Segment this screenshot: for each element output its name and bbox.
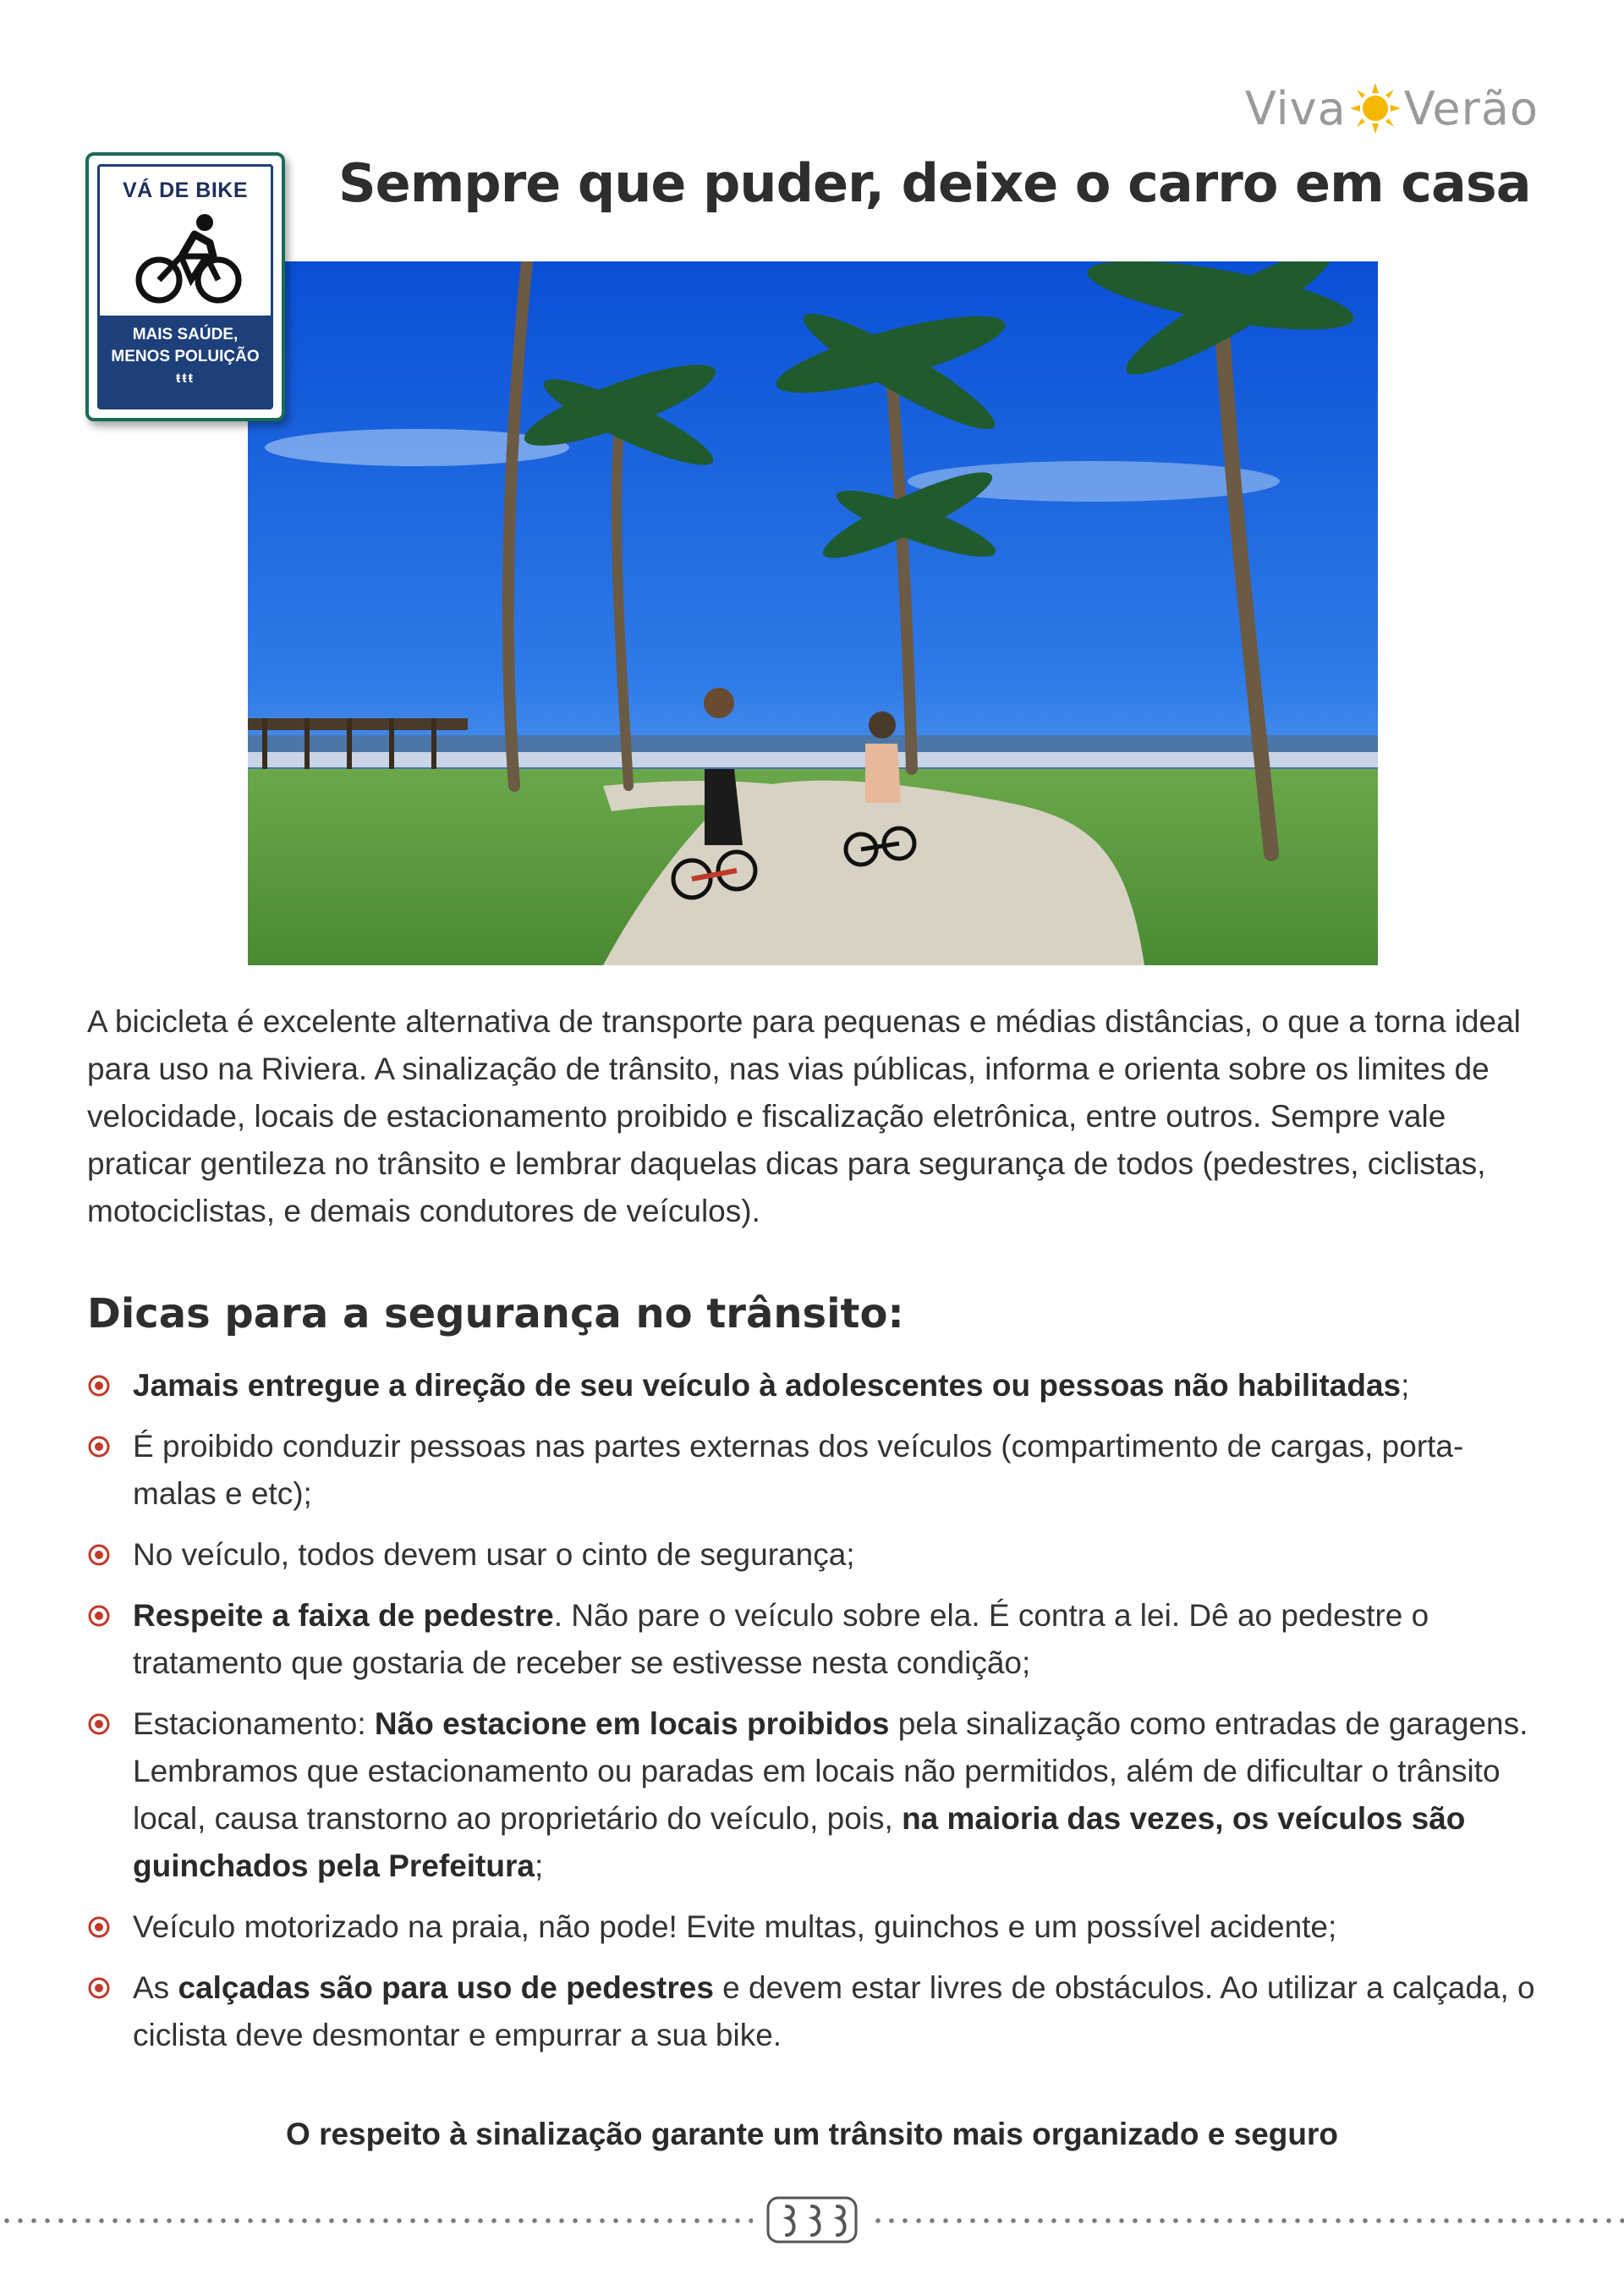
target-bullet-icon [87, 1712, 111, 1736]
tip-item: As calçadas são para uso de pedestres e devem estar livres de obstáculos. Ao utilizar a calçada, o ciclista deve desmontar e empurrar a sua bike. [87, 1964, 1542, 2059]
target-bullet-icon [87, 1374, 111, 1398]
footer-seahorse-logo-icon [766, 2196, 858, 2244]
tip-item: Jamais entregue a direção de seu veículo à adolescentes ou pessoas não habilitadas; [87, 1362, 1542, 1409]
tips-list [87, 1362, 1542, 2073]
target-bullet-icon [87, 1435, 111, 1458]
tips-heading: Dicas para a segurança no trânsito: [87, 1290, 904, 1337]
brand-logo [1245, 81, 1539, 135]
badge-line-2: MENOS POLUIÇÃO [111, 348, 260, 365]
badge-title: VÁ DE BIKE [122, 179, 249, 202]
tip-item: No veículo, todos devem usar o cinto de segurança; [87, 1531, 1542, 1579]
closing-statement: O respeito à sinalização garante um trânsito mais organizado e seguro [286, 2117, 1338, 2151]
sun-icon [1348, 81, 1402, 135]
badge-footer [100, 316, 271, 407]
tip-item: Estacionamento: Não estacione em locais proibidos pela sinalização como entradas de garagens. Lembramos que estacionamento ou paradas em locais não permitidos, além de dificultar o trânsito local, causa transtorno ao proprietário do veículo, pois, na maioria das vezes, os veículos são guinchados pela Prefeitura; [87, 1700, 1542, 1890]
badge-mini-logo: ŧŧŧ [176, 371, 195, 386]
tip-item: É proibido conduzir pessoas nas partes externas dos veículos (compartimento de cargas, porta-malas e etc); [87, 1423, 1542, 1518]
beach-scene-illustration [248, 261, 1378, 965]
target-bullet-icon [87, 1976, 111, 2000]
intro-paragraph: A bicicleta é excelente alternativa de transporte para pequenas e médias distâncias, o que a torna ideal para uso na Riviera. A sinalização de trânsito, nas vias públicas, informa e orienta sobre os limites de velocidade, locais de estacionamento proibido e fiscalização eletrônica, entre outros. Sempre vale praticar gentileza no trânsito e lembrar daquelas dicas para segurança de todos (pedestres, ciclistas, motociclistas, e demais condutores de veículos). [87, 1004, 1521, 1228]
bike-sign-badge [85, 152, 285, 421]
page-headline: Sempre que puder, deixe o carro em casa [338, 152, 1531, 214]
target-bullet-icon [87, 1604, 111, 1628]
brand-name-left: Viva [1244, 81, 1347, 135]
target-bullet-icon [87, 1915, 111, 1939]
badge-line-1: MAIS SAÚDE, [132, 326, 239, 343]
target-bullet-icon [87, 1543, 111, 1567]
brand-name-right: Verão [1403, 81, 1539, 135]
tip-item: Respeite a faixa de pedestre. Não pare o veículo sobre ela. É contra a lei. Dê ao pedestre o tratamento que gostaria de receber se estivesse nesta condição; [87, 1592, 1542, 1687]
footer-dotted-line-right [871, 2218, 1624, 2223]
badge-frame [97, 164, 273, 409]
cyclist-icon [132, 209, 245, 310]
beach-bike-photo [248, 261, 1378, 965]
footer-dotted-line-left [0, 2218, 753, 2223]
tip-item: Veículo motorizado na praia, não pode! Evite multas, guinchos e um possível acidente; [87, 1903, 1542, 1951]
